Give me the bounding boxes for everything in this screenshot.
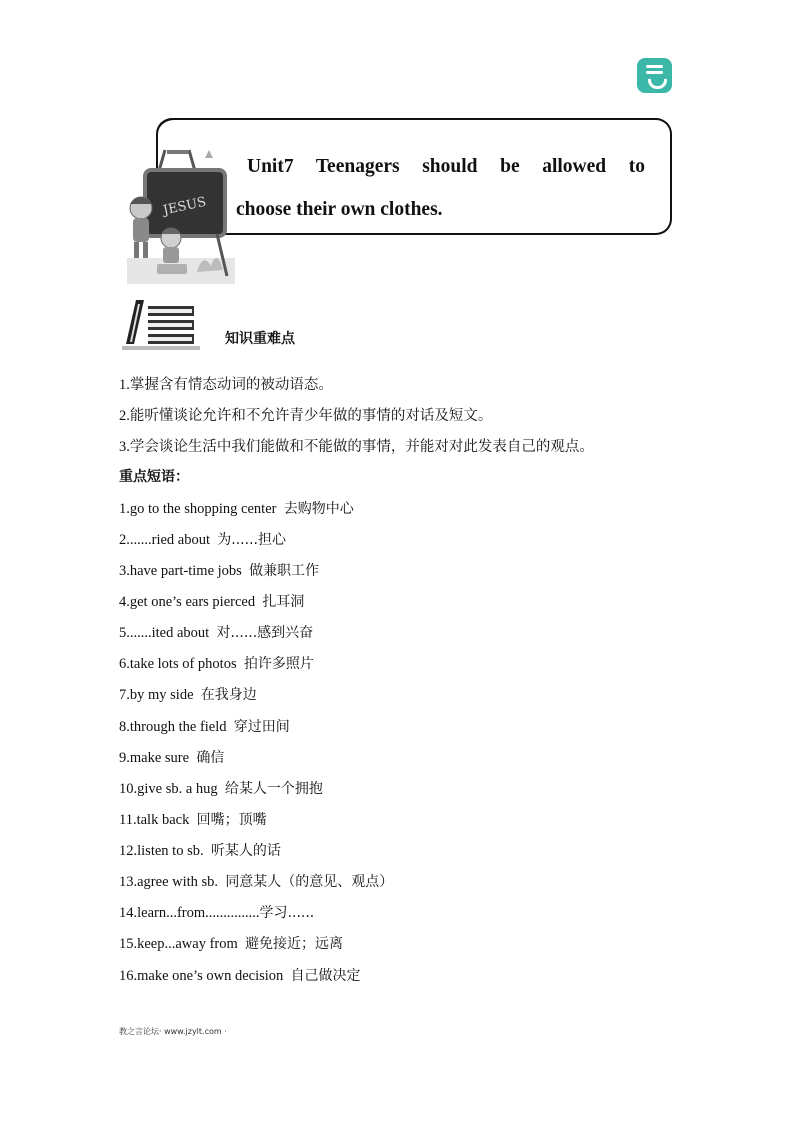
app-logo-icon — [637, 58, 672, 93]
objective-1: 1.掌握含有情态动词的被动语态。 — [119, 377, 333, 393]
list-item: 1.go to the shopping center 去购物中心 — [119, 501, 354, 517]
list-item: 9.make sure 确信 — [119, 750, 225, 766]
kids-chalkboard-illustration — [127, 148, 235, 284]
list-item: 6.take lots of photos 拍许多照片 — [119, 656, 314, 672]
books-icon — [118, 298, 202, 352]
objective-3: 3.学会谈论生活中我们能做和不能做的事情，并能对对此发表自己的观点。 — [119, 439, 594, 455]
phrases-heading: 重点短语： — [119, 469, 189, 485]
list-item: 5.......ited about 对......感到兴奋 — [119, 625, 314, 641]
list-item: 13.agree with sb. 同意某人（的意见、观点） — [119, 874, 394, 890]
list-item: 8.through the field 穿过田间 — [119, 719, 290, 735]
list-item: 10.give sb. a hug 给某人一个拥抱 — [119, 781, 323, 797]
list-item: 2.......ried about 为......担心 — [119, 532, 286, 548]
list-item: 4.get one’s ears pierced 扎耳洞 — [119, 594, 305, 610]
list-item: 3.have part-time jobs 做兼职工作 — [119, 563, 320, 579]
list-item: 16.make one’s own decision 自己做决定 — [119, 968, 361, 984]
page-title-line1: Unit7 Teenagers should be allowed to — [247, 156, 645, 177]
list-item: 12.listen to sb. 听某人的话 — [119, 843, 281, 859]
list-item: 11.talk back 回嘴；顶嘴 — [119, 812, 267, 828]
list-item: 14.learn...from...............学习...... — [119, 905, 315, 921]
board-text: JESUS — [161, 194, 208, 219]
page-title-line2: choose their own clothes. — [236, 199, 443, 220]
footer-text: 教之言论坛· www.jzylt.com · — [119, 1027, 227, 1036]
objective-2: 2.能听懂谈论允许和不允许青少年做的事情的对话及短文。 — [119, 408, 493, 424]
list-item: 7.by my side 在我身边 — [119, 687, 257, 703]
section-heading: 知识重难点 — [225, 331, 295, 347]
list-item: 15.keep...away from 避免接近；远离 — [119, 936, 344, 952]
